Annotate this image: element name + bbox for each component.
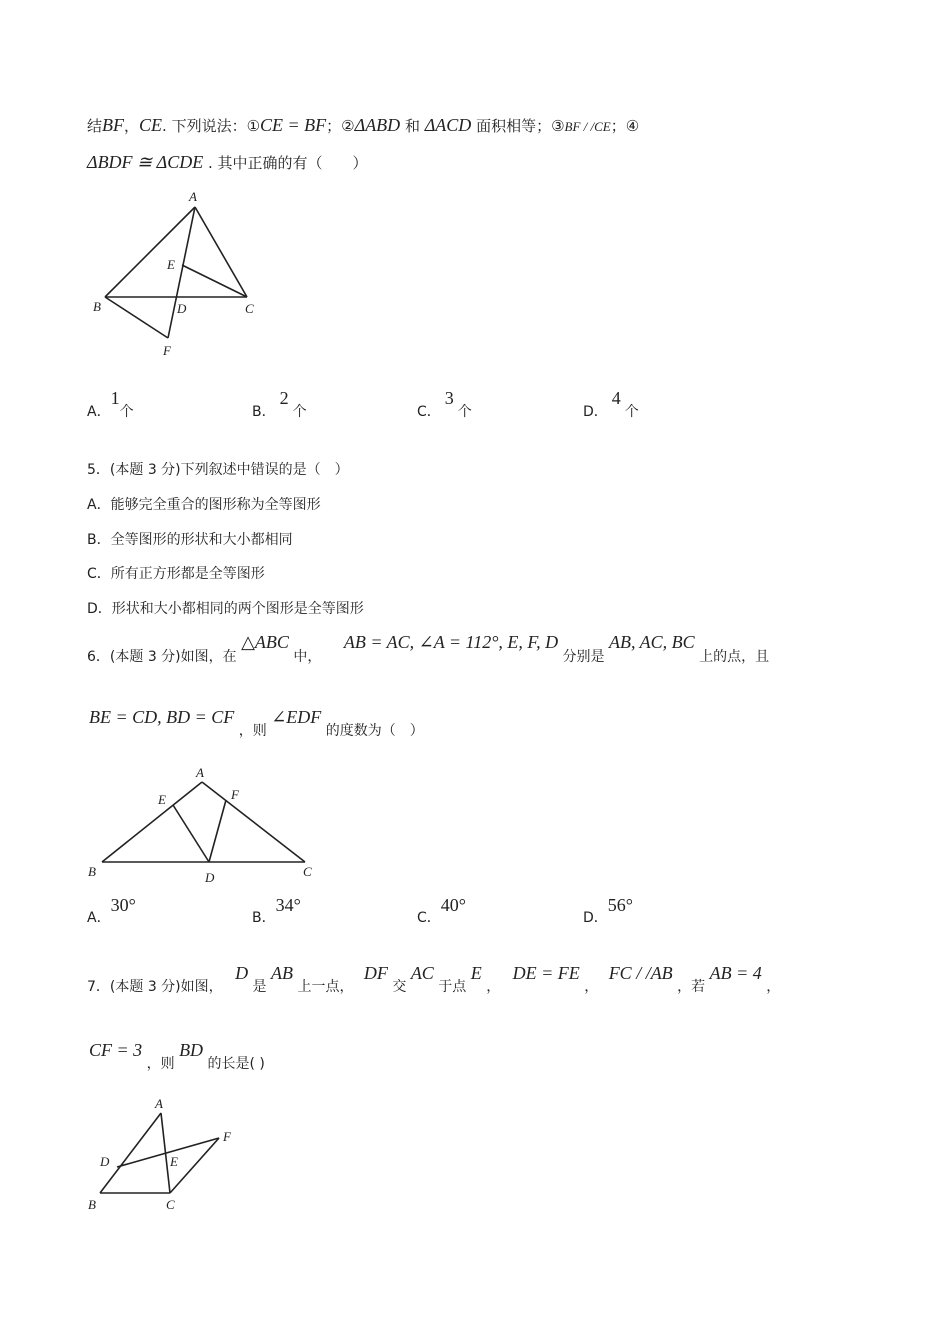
q4-line2 — [87, 152, 368, 173]
q6-option-c[interactable]: C．40° — [417, 895, 466, 926]
q4-line1-segment: BF — [102, 115, 125, 135]
label-F: F — [231, 787, 239, 802]
label-F: F — [163, 343, 171, 358]
label-A: A — [155, 1096, 163, 1111]
q4-congruence: ΔBDF ≅ ΔCDE — [87, 152, 204, 172]
q4-line1-segment: ， — [124, 117, 140, 135]
label-C: C — [166, 1197, 175, 1212]
q5-option-b[interactable]: B．全等图形的形状和大小都相同 — [87, 532, 293, 548]
q5-option-a[interactable]: A．能够完全重合的图形称为全等图形 — [87, 497, 321, 513]
q4-line1-segment: ΔACD — [424, 115, 472, 135]
label-E: E — [158, 792, 166, 807]
q4-figure — [85, 185, 275, 365]
seg-AF — [168, 207, 195, 338]
q4-option-a[interactable]: A．1个 — [87, 388, 134, 420]
q4-line1-segment: 结 — [87, 117, 103, 135]
q5-option-c[interactable]: C．所有正方形都是全等图形 — [87, 566, 265, 582]
seg-BF — [105, 297, 168, 338]
q6-figure — [85, 762, 325, 890]
label-D: D — [177, 301, 187, 316]
label-E: E — [167, 257, 175, 272]
q7-line2: CF = 3 ，则 BD 的长是( ) — [89, 1040, 265, 1072]
q4-option-b[interactable]: B．2个 — [252, 388, 307, 420]
q4-line1-segment: ；② — [326, 117, 355, 135]
label-E: E — [170, 1154, 178, 1169]
q4-line1-segment: BF / /CE — [564, 119, 611, 134]
label-C: C — [303, 864, 312, 879]
seg-AB — [102, 782, 202, 862]
label-A: A — [196, 765, 204, 780]
seg-AC — [202, 782, 305, 862]
q5-option-d[interactable]: D．形状和大小都相同的两个图形是全等图形 — [87, 601, 364, 617]
q4-option-d[interactable]: D．4个 — [583, 388, 639, 420]
q6-line2: BE = CD, BD = CF ，则 ∠EDF 的度数为（ ） — [89, 707, 424, 739]
label-F: F — [223, 1129, 231, 1144]
q4-line1-segment: CE = BF — [260, 115, 327, 135]
q4-line1-segment: CE — [139, 115, 163, 135]
q4-line1-segment: . 下列说法：① — [162, 117, 261, 135]
seg-AB — [100, 1113, 161, 1193]
q4-line1-segment: ；④ — [610, 117, 640, 135]
q6-option-b[interactable]: B．34° — [252, 895, 301, 926]
q4-line1-segment: ΔABD — [354, 115, 401, 135]
seg-DF — [117, 1138, 219, 1167]
label-A: A — [189, 189, 197, 204]
q6-option-d[interactable]: D．56° — [583, 895, 633, 926]
q7-figure — [85, 1093, 245, 1218]
seg-AB — [105, 207, 195, 297]
q4-option-c[interactable]: C．3个 — [417, 388, 472, 420]
label-C: C — [245, 301, 254, 316]
q7-line1: 7．(本题 3 分)如图， D 是 AB 上一点， DF 交 AC 于点 E ， DE = FE ， FC / /AB ，若 AB = 4 ， — [87, 963, 781, 995]
label-D: D — [205, 870, 215, 885]
q5-stem: 5．(本题 3 分)下列叙述中错误的是（ ） — [87, 462, 349, 478]
q4-line1 — [87, 115, 639, 136]
q4-line1-segment: 和 — [400, 117, 425, 135]
q6-option-a[interactable]: A．30° — [87, 895, 136, 926]
seg-ED — [173, 805, 209, 862]
q6-line1: 6．(本题 3 分)如图，在 △ABC 中， AB = AC, ∠A = 112°, E, F, D 分别是 AB, AC, BC 上的点，且 — [87, 632, 770, 665]
label-B: B — [88, 1197, 96, 1212]
label-B: B — [93, 299, 101, 314]
label-D: D — [100, 1154, 110, 1169]
q4-line1-segment: 面积相等；③ — [471, 117, 565, 135]
seg-FD — [209, 800, 226, 862]
q4-question: . 其中正确的有（ ） — [207, 154, 368, 172]
label-B: B — [88, 864, 96, 879]
